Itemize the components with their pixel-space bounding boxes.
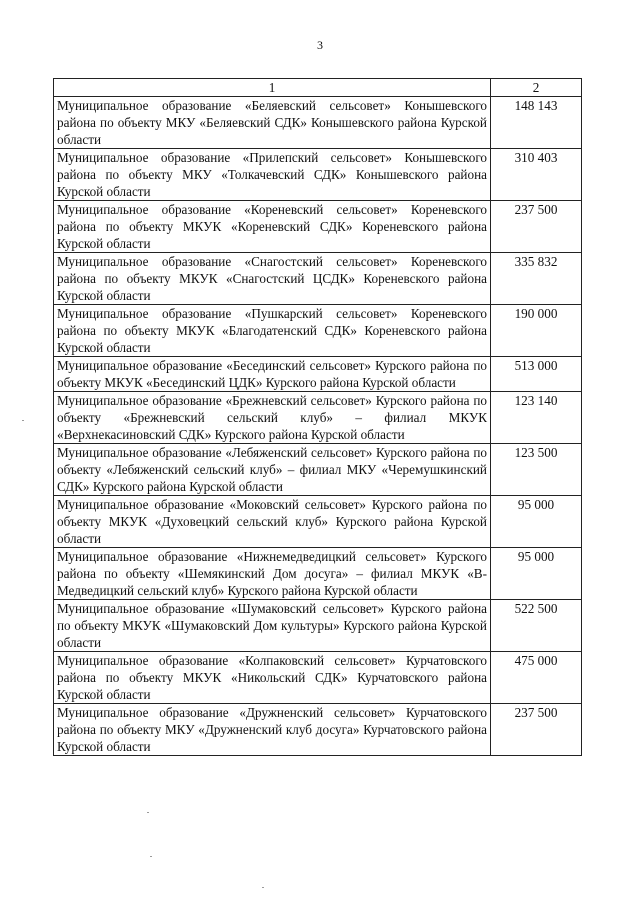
table-row bbox=[54, 253, 582, 305]
row-description: Муниципальное образование «Колпаковский сельсовет» Курчатовского района по объекту МКУК «Никольский СДК» Курчатовского района Курской области bbox=[54, 652, 491, 704]
row-amount: 190 000 bbox=[491, 305, 582, 357]
row-amount: 148 143 bbox=[491, 97, 582, 149]
row-description: Муниципальное образование «Дружненский сельсовет» Курчатовского района по объекту МКУ «Дружненский клуб досуга» Курчатовского района Курской области bbox=[54, 704, 491, 756]
row-description: Муниципальное образование «Прилепский сельсовет» Конышевского района по объекту МКУ «Толкачевский СДК» Конышевского района Курской области bbox=[54, 149, 491, 201]
row-amount: 513 000 bbox=[491, 357, 582, 392]
row-description: Муниципальное образование «Лебяженский сельсовет» Курского района по объекту «Лебяженский сельский клуб» – филиал МКУ «Черемушкинский СДК» Курского района Курской области bbox=[54, 444, 491, 496]
row-amount: 95 000 bbox=[491, 548, 582, 600]
table-row bbox=[54, 704, 582, 756]
row-description: Муниципальное образование «Шумаковский сельсовет» Курского района по объекту МКУК «Шумаковский Дом культуры» Курского района Курской области bbox=[54, 600, 491, 652]
row-description: Муниципальное образование «Моковский сельсовет» Курского района по объекту МКУК «Духовецкий сельский клуб» Курского района Курской области bbox=[54, 496, 491, 548]
row-amount: 95 000 bbox=[491, 496, 582, 548]
table-row bbox=[54, 201, 582, 253]
table-row bbox=[54, 600, 582, 652]
scan-speck bbox=[147, 812, 149, 813]
row-amount: 237 500 bbox=[491, 201, 582, 253]
row-amount: 123 140 bbox=[491, 392, 582, 444]
table-body bbox=[54, 79, 582, 756]
table-row bbox=[54, 357, 582, 392]
table-row bbox=[54, 444, 582, 496]
row-amount: 310 403 bbox=[491, 149, 582, 201]
row-description: Муниципальное образование «Бесединский сельсовет» Курского района по объекту МКУК «Бесединский ЦДК» Курского района Курской области bbox=[54, 357, 491, 392]
row-description: Муниципальное образование «Снагостский сельсовет» Кореневского района по объекту МКУК «Снагостский ЦСДК» Кореневского района Курской области bbox=[54, 253, 491, 305]
row-amount: 335 832 bbox=[491, 253, 582, 305]
row-description: Муниципальное образование «Кореневский сельсовет» Кореневского района по объекту МКУК «Кореневский СДК» Кореневского района Курской области bbox=[54, 201, 491, 253]
table-row bbox=[54, 392, 582, 444]
page-number: 3 bbox=[317, 38, 323, 52]
row-description: Муниципальное образование «Нижнемедведицкий сельсовет» Курского района по объекту «Шемякинский Дом досуга» – филиал МКУК «В-Медведицкий сельский клуб» Курского района Курской области bbox=[54, 548, 491, 600]
row-description: Муниципальное образование «Пушкарский сельсовет» Кореневского района по объекту МКУК «Благодатенский СДК» Кореневского района Курской области bbox=[54, 305, 491, 357]
table-row bbox=[54, 548, 582, 600]
row-description: Муниципальное образование «Беляевский сельсовет» Конышевского района по объекту МКУ «Беляевский СДК» Конышевского района Курской области bbox=[54, 97, 491, 149]
scan-speck bbox=[262, 887, 264, 888]
table-row bbox=[54, 652, 582, 704]
row-amount: 522 500 bbox=[491, 600, 582, 652]
scan-speck bbox=[22, 420, 24, 421]
column-header-1: 1 bbox=[54, 79, 491, 97]
allocation-table bbox=[53, 78, 582, 756]
table-row bbox=[54, 305, 582, 357]
scan-speck bbox=[150, 856, 152, 857]
table-row bbox=[54, 496, 582, 548]
table-header-row bbox=[54, 79, 582, 97]
table-row bbox=[54, 97, 582, 149]
table-row bbox=[54, 149, 582, 201]
column-header-2: 2 bbox=[491, 79, 582, 97]
row-description: Муниципальное образование «Брежневский сельсовет» Курского района по объекту «Брежневский сельский клуб» – филиал МКУК «Верхнекасиновский СДК» Курского района Курской области bbox=[54, 392, 491, 444]
row-amount: 123 500 bbox=[491, 444, 582, 496]
row-amount: 475 000 bbox=[491, 652, 582, 704]
row-amount: 237 500 bbox=[491, 704, 582, 756]
